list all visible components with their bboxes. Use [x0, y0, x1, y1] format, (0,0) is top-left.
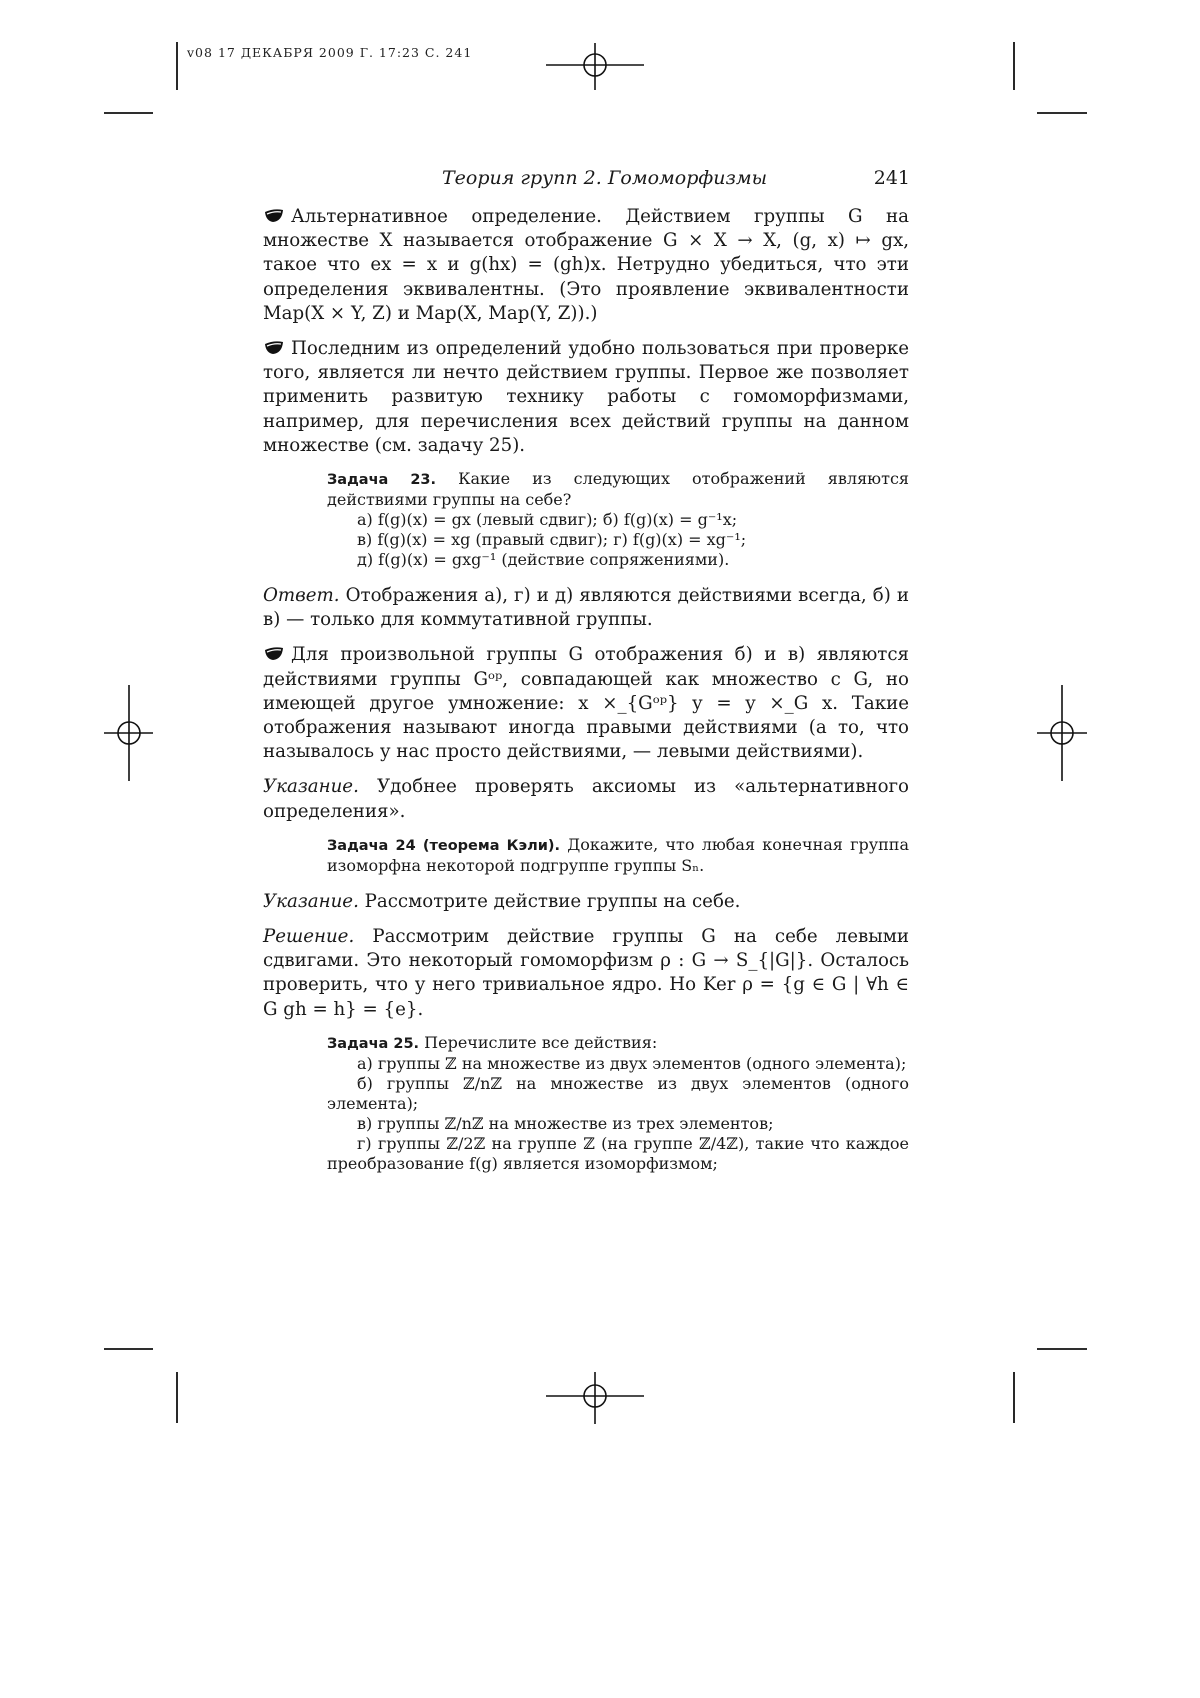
running-title: Теория групп 2. Гомоморфизмы [442, 167, 768, 189]
hint-lead: Указание. [263, 890, 359, 912]
problem-23-item: а) f(g)(x) = gx (левый сдвиг); б) f(g)(x) = g⁻¹x; [357, 510, 738, 530]
problem-25-text: Перечислите все действия: [424, 1032, 658, 1052]
problem-23-item: д) f(g)(x) = gxg⁻¹ (действие сопряжениями). [357, 550, 730, 570]
problem-25-item: г) группы ℤ/2ℤ на группе ℤ (на группе ℤ/4ℤ), такие что каждое преобразование f(g) является изоморфизмом; [327, 1133, 909, 1173]
problem-24-title: Задача 24 (теорема Кэли). [327, 837, 561, 854]
problem-23-title: Задача 23. [327, 472, 437, 489]
problem-24 [327, 835, 909, 876]
page-number: 241 [873, 167, 910, 189]
paragraph-opposite-group: Для произвольной группы G отображения б) и в) являются действиями группы Gᵒᵖ, совпадающей как множество с G, но имеющей другое умножение: x ×_{Gᵒᵖ} y = y ×_G x. Такие отображения называют иногда правыми действиями (а то, что называлось у нас просто действиями, — левыми действиями). [263, 644, 909, 763]
registration-mark-top [546, 43, 644, 90]
hint-lead: Указание. [263, 776, 359, 798]
paragraph-alternative-definition: Альтернативное определение. Действием группы G на множестве X называется отображение G × X → X, (g, x) ↦ gx, такое что ex = x и g(hx) = (gh)x. Нетрудно убедиться, что эти определения эквивалентны. (Это проявление эквивалентности Map(X × Y, Z) и Map(X, Map(Y, Z)).) [263, 206, 909, 324]
problem-25-item: а) группы ℤ на множестве из двух элементов (одного элемента); [357, 1053, 907, 1073]
paragraph-solution: Решение. Рассмотрим действие группы G на себе левыми сдвигами. Это некоторый гомоморфизм ρ : G → S_{|G|}. Осталось проверить, что у него тривиальное ядро. Но Ker ρ = {g ∈ G | ∀h ∈ G gh = h} = {e}. [263, 926, 909, 1020]
registration-mark-bottom [546, 1372, 644, 1424]
paragraph-hint-1: Указание. Удобнее проверять аксиомы из «альтернативного определения». [263, 776, 909, 822]
problem-23-text: Какие из следующих отображений являются действиями группы на себе? [327, 469, 910, 510]
solution-lead: Решение. [263, 926, 355, 948]
problem-25-item: в) группы ℤ/nℤ на множестве из трех элементов; [357, 1113, 774, 1133]
registration-mark-right [1037, 685, 1087, 781]
problem-25 [327, 1033, 909, 1174]
problem-23 [327, 469, 909, 570]
curved-mark-icon [263, 206, 285, 224]
page-body [263, 205, 909, 1188]
curved-mark-icon [263, 644, 285, 662]
print-slug: v08 17 ДЕКАБРЯ 2009 Г. 17:23 С. 241 [187, 45, 473, 60]
curved-mark-icon [263, 338, 285, 356]
paragraph-answer: Ответ. Отображения а), г) и д) являются действиями всегда, б) и в) — только для коммутативной группы. [263, 585, 909, 631]
registration-mark-left [104, 685, 153, 781]
paragraph-usage-note: Последним из определений удобно пользоваться при проверке того, является ли нечто действием группы. Первое же позволяет применить развитую технику работы с гомоморфизмами, например, для перечисления всех действий группы на данном множестве (см. задачу 25). [263, 338, 909, 456]
problem-25-item: б) группы ℤ/nℤ на множестве из двух элементов (одного элемента); [327, 1073, 909, 1113]
answer-lead: Ответ. [263, 585, 340, 607]
paragraph-hint-2: Указание. Рассмотрите действие группы на себе. [263, 890, 741, 912]
problem-24-text: Докажите, что любая конечная группа изоморфна некоторой подгруппе группы Sₙ. [327, 834, 909, 875]
problem-25-title: Задача 25. [327, 1035, 420, 1052]
problem-23-item: в) f(g)(x) = xg (правый сдвиг); г) f(g)(x) = xg⁻¹; [357, 530, 747, 550]
